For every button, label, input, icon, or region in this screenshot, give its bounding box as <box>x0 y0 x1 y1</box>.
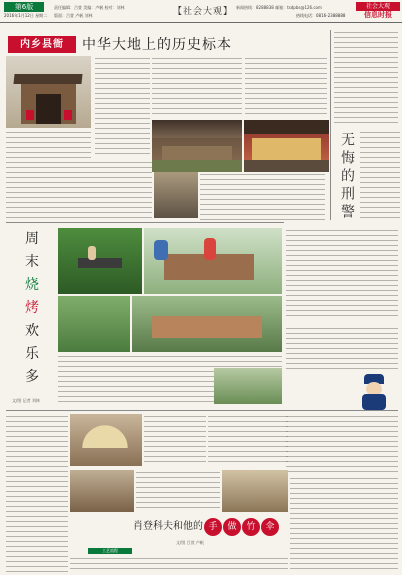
story-body <box>245 56 327 118</box>
title-prefix: 肖登科夫和他的 <box>133 521 203 532</box>
hotline: 热线电话：0816-2388888 <box>296 13 346 18</box>
title-char: 欢 <box>25 323 39 339</box>
title-circle-char: 做 <box>223 518 241 536</box>
story-body <box>70 556 288 572</box>
story-body <box>286 228 398 318</box>
story-title <box>133 517 279 536</box>
column-divider <box>330 30 331 220</box>
title-char: 周 <box>25 231 39 247</box>
courtyard-photo <box>152 120 242 172</box>
yamen-gate-photo <box>6 56 91 128</box>
page-number-tag: 第6版 <box>4 2 44 12</box>
title-circle-char: 手 <box>204 518 222 536</box>
section-divider <box>6 222 284 223</box>
story-body <box>208 414 288 466</box>
story-body <box>290 476 398 572</box>
story-body <box>334 30 398 126</box>
issue-date: 2016年1月12日 星期二 <box>4 13 48 18</box>
title-char: 烧 <box>25 277 39 293</box>
side-title-text: 无悔的刑警 <box>339 132 355 222</box>
umbrella-photo <box>70 470 134 512</box>
editors-line-2: 版面：吕萱 卢帆 刘林 <box>54 13 93 18</box>
story-body <box>360 130 400 220</box>
bbq-photo <box>144 228 282 294</box>
section-divider <box>6 410 398 411</box>
bbq-photo <box>58 228 142 294</box>
story-body <box>200 172 325 224</box>
title-char: 多 <box>25 369 39 385</box>
title-char: 末 <box>25 254 39 270</box>
bbq-photo <box>58 296 130 352</box>
bbq-photo <box>132 296 282 352</box>
story-banner: 内乡县衙 <box>8 36 76 53</box>
masthead-logo <box>356 2 400 20</box>
story-byline: 文/图 吕萱 卢帆 <box>176 540 204 545</box>
story-body <box>152 56 242 118</box>
story-body <box>286 414 398 472</box>
title-char: 烤 <box>25 300 39 316</box>
bbq-photo <box>214 368 282 404</box>
interior-photo <box>154 172 198 218</box>
story-body <box>95 56 150 156</box>
umbrella-photo <box>222 470 288 512</box>
story-title-vertical <box>336 132 358 222</box>
story-title: 中华大地上的历史标本 <box>82 37 232 53</box>
story-byline: 文/图 记者 刘林 <box>12 398 40 403</box>
story-body <box>136 470 220 512</box>
police-cartoon-icon <box>354 372 394 412</box>
title-circle-char: 竹 <box>242 518 260 536</box>
photo-caption-block <box>6 130 91 160</box>
story-body <box>286 326 398 372</box>
section-name: 【社会大观】 <box>173 7 234 17</box>
hall-photo <box>244 120 329 172</box>
contact-line: 新闻热线：8288838 邮箱：tsdpbs@126.com <box>236 5 322 10</box>
umbrella-photo <box>70 414 142 466</box>
title-circle-char: 伞 <box>261 518 279 536</box>
story-body <box>144 414 206 466</box>
story-body <box>6 414 68 572</box>
editors-line: 责任编辑：吕萱 美编：卢帆 校对：刘林 <box>54 5 125 10</box>
vertical-title <box>14 228 50 389</box>
section-tag: 工艺流程 <box>88 548 132 554</box>
logo-line-2: 信息时报 <box>364 11 392 19</box>
logo-line-1: 社会大观 <box>356 2 400 11</box>
title-char: 乐 <box>25 346 39 362</box>
story-body <box>6 160 152 218</box>
